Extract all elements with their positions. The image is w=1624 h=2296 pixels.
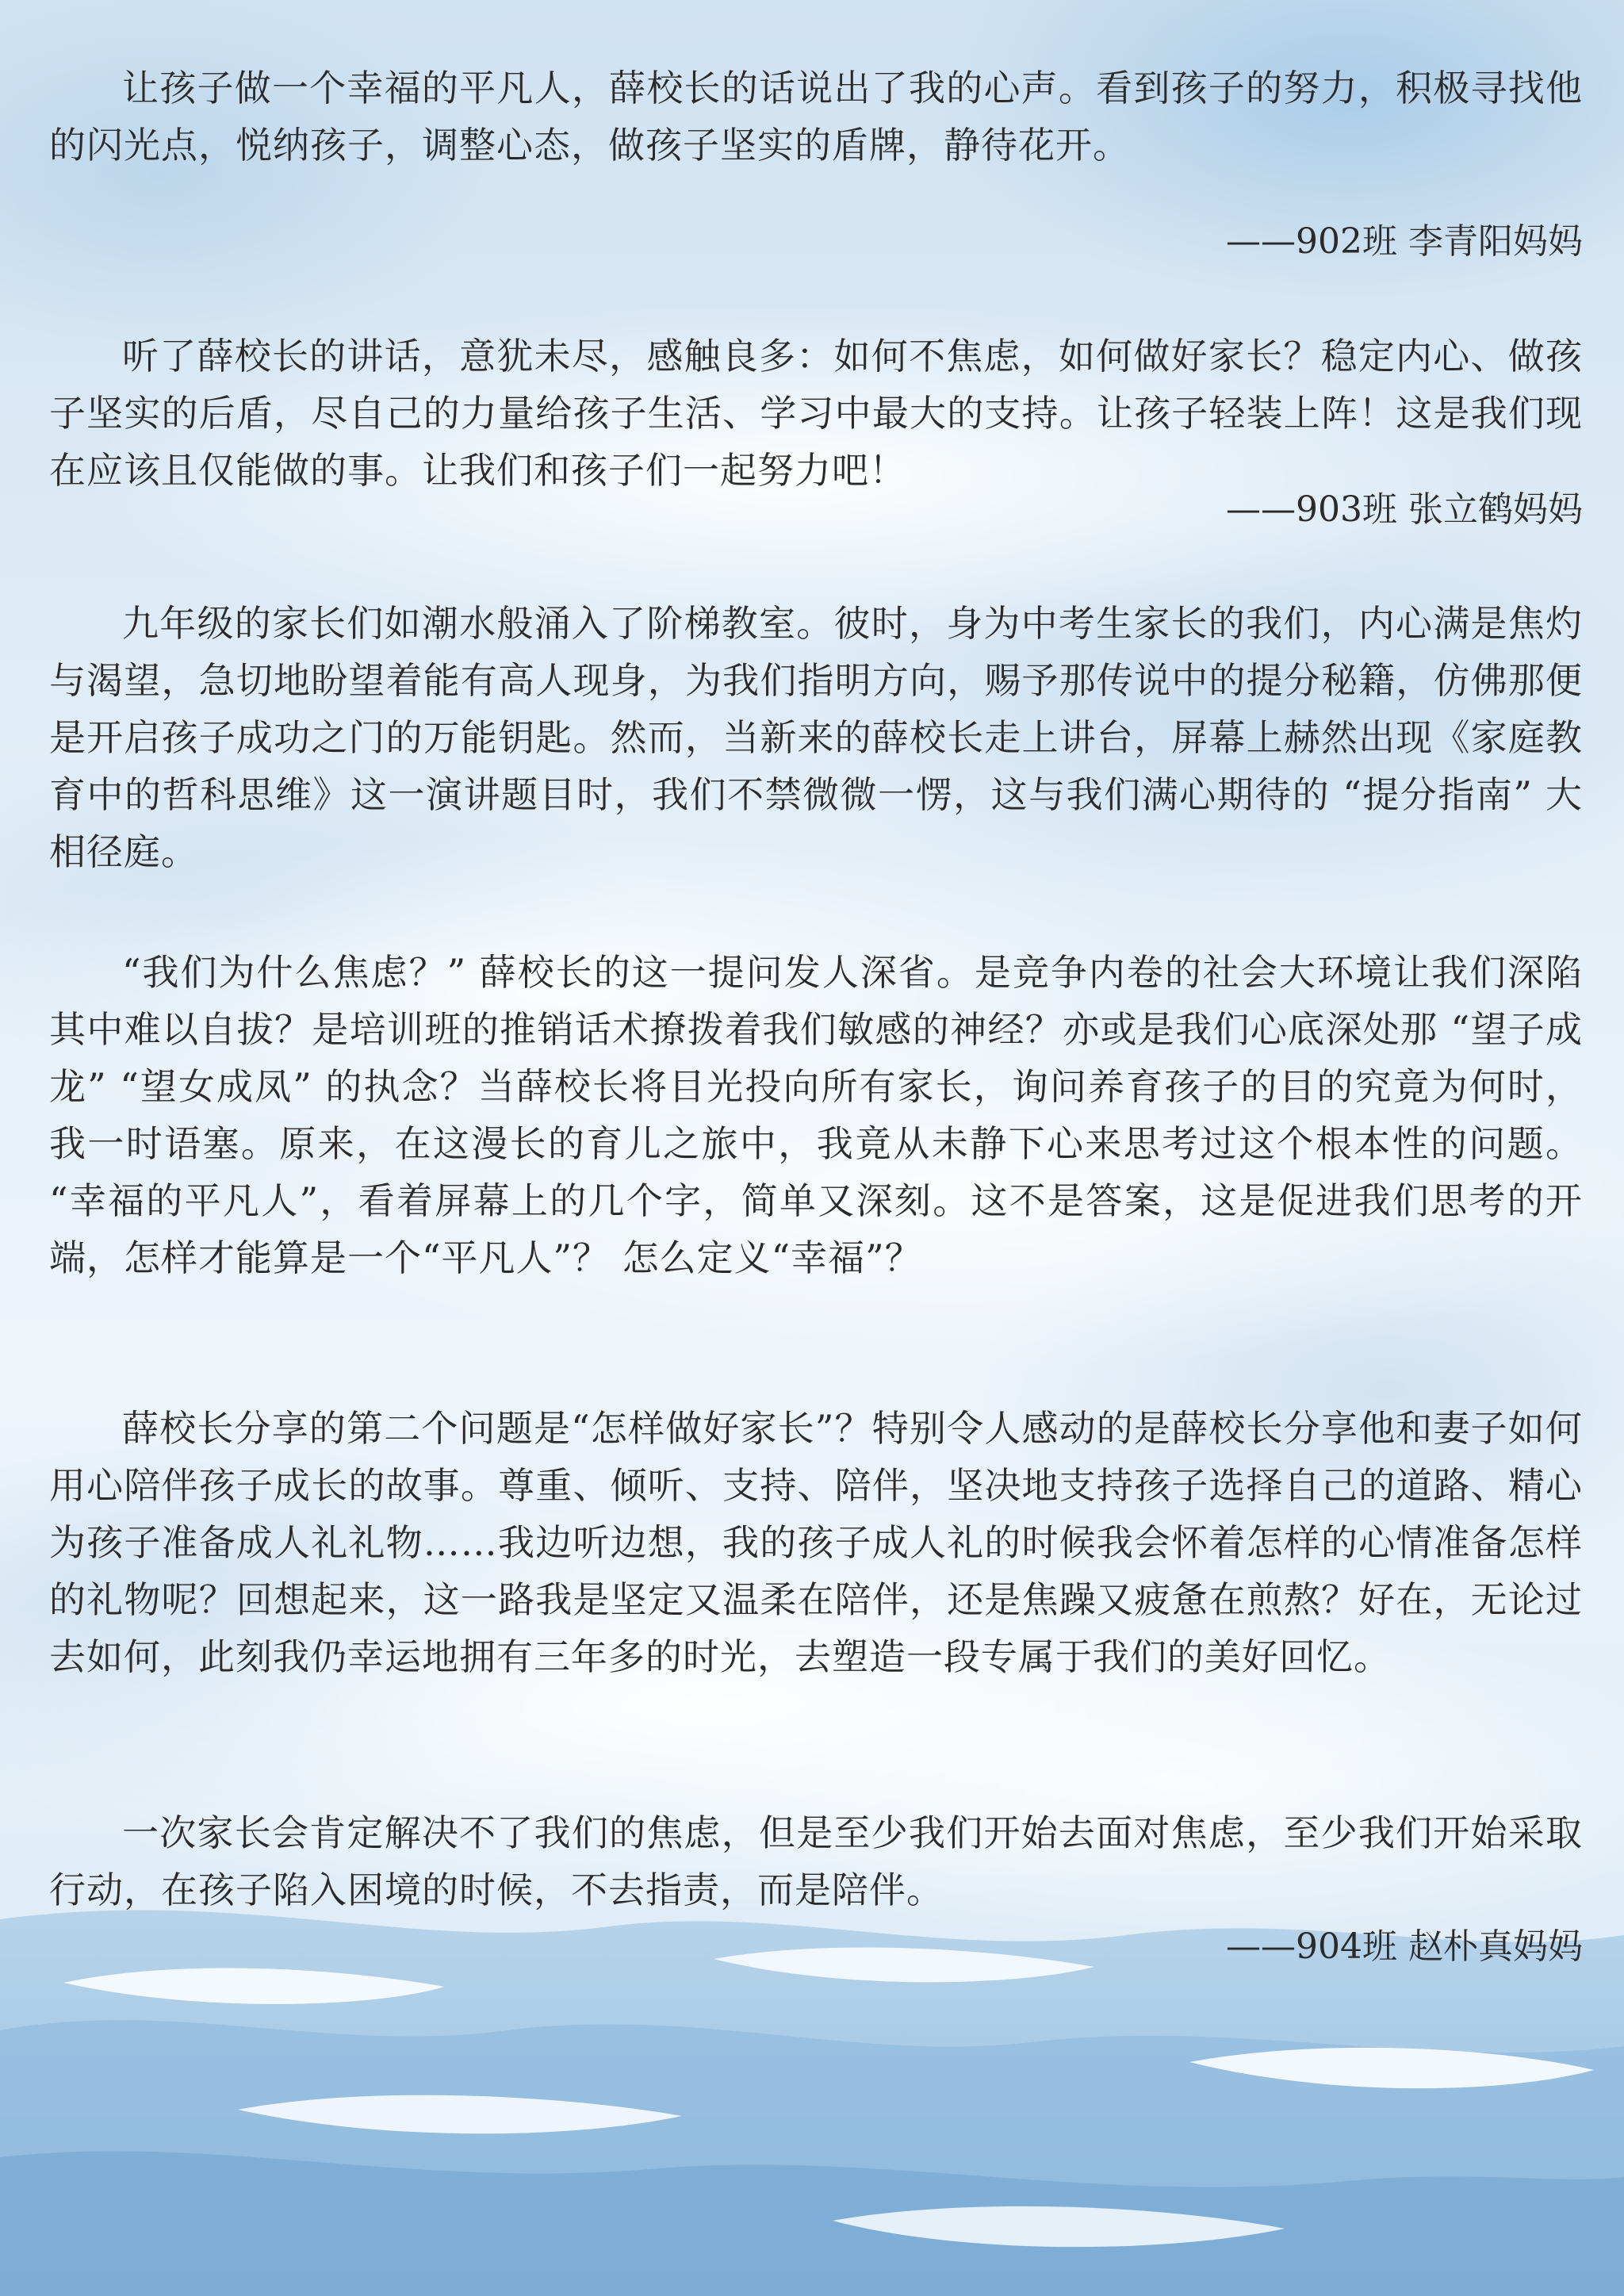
comment-paragraph: “我们为什么焦虑？” 薛校长的这一提问发人深省。是竞争内卷的社会大环境让我们深陷其中难以自拔？是培训班的推销话术撩拨着我们敏感的神经？亦或是我们心底深处那 “望子成龙” “望女成凤” 的执念？当薛校长将目光投向所有家长，询问养育孩子的目的究竟为何时，我一时语塞。原来，在这漫长的育儿之旅中，我竟从未静下心来思考过这个根本性的问题。 “幸福的平凡人”，看着屏幕上的几个字，简单又深刻。这不是答案，这是促进我们思考的开端，怎样才能算是一个“平凡人”？ 怎么定义“幸福”？ bbox=[49, 951, 1583, 1279]
comment-signature: ——902班 李青阳妈妈 bbox=[1226, 221, 1583, 262]
comment-signature: ——904班 赵朴真妈妈 bbox=[1226, 1926, 1583, 1967]
comment-paragraph: 九年级的家长们如潮水般涌入了阶梯教室。彼时，身为中考生家长的我们，内心满是焦灼与渴望，急切地盼望着能有高人现身，为我们指明方向，赐予那传说中的提分秘籍，仿佛那便是开启孩子成功之门的万能钥匙。然而，当新来的薛校长走上讲台，屏幕上赫然出现《家庭教育中的哲科思维》这一演讲题目时，我们不禁微微一愣，这与我们满心期待的 “提分指南” 大相径庭。 bbox=[49, 602, 1583, 873]
comment-paragraph: 听了薛校长的讲话，意犹未尽，感触良多：如何不焦虑，如何做好家长？稳定内心、做孩子坚实的后盾，尽自己的力量给孩子生活、学习中最大的支持。让孩子轻装上阵！这是我们现在应该且仅能做的事。让我们和孩子们一起努力吧！ bbox=[49, 335, 1583, 492]
comment-signature: ——903班 张立鹤妈妈 bbox=[1226, 489, 1583, 530]
comment-paragraph: 一次家长会肯定解决不了我们的焦虑，但是至少我们开始去面对焦虑，至少我们开始采取行动，在孩子陷入困境的时候，不去指责，而是陪伴。 bbox=[49, 1811, 1583, 1911]
comment-paragraph: 让孩子做一个幸福的平凡人，薛校长的话说出了我的心声。看到孩子的努力，积极寻找他的闪光点，悦纳孩子，调整心态，做孩子坚实的盾牌，静待花开。 bbox=[49, 67, 1583, 167]
comment-paragraph: 薛校长分享的第二个问题是“怎样做好家长”？特别令人感动的是薛校长分享他和妻子如何用心陪伴孩子成长的故事。尊重、倾听、支持、陪伴，坚决地支持孩子选择自己的道路、精心为孩子准备成人礼礼物……我边听边想，我的孩子成人礼的时候我会怀着怎样的心情准备怎样的礼物呢？回想起来，这一路我是坚定又温柔在陪伴，还是焦躁又疲惫在煎熬？好在，无论过去如何，此刻我仍幸运地拥有三年多的时光，去塑造一段专属于我们的美好回忆。 bbox=[49, 1407, 1583, 1678]
